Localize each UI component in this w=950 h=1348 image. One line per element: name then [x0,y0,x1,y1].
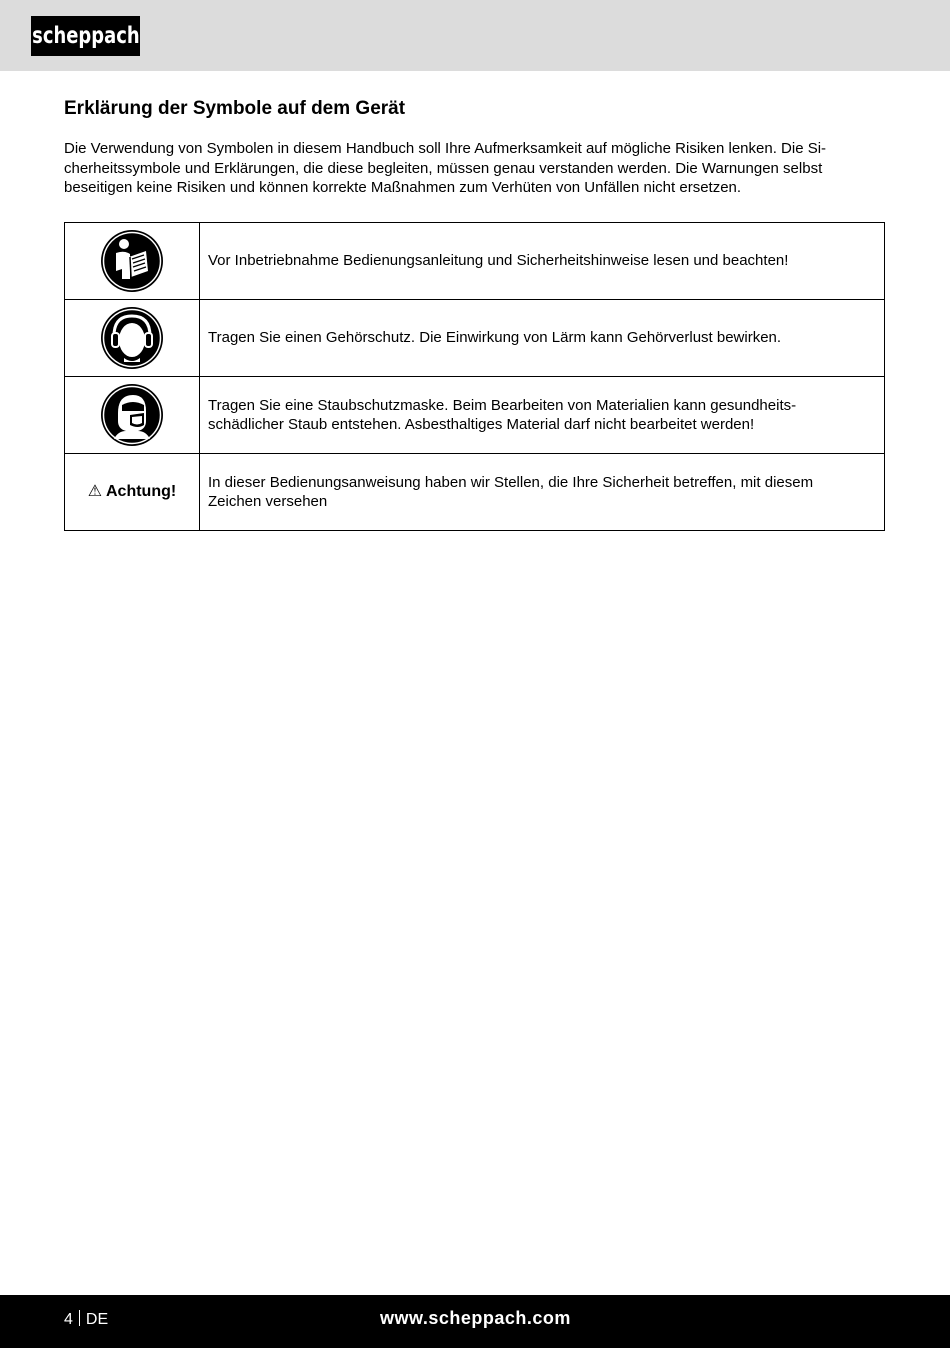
achtung-label: ⚠ Achtung! [87,483,177,501]
section-title: Erklärung der Symbole auf dem Gerät [64,98,406,119]
symbol-cell [65,300,200,377]
table-row [65,300,885,377]
symbol-cell [65,223,200,300]
description-line: In dieser Bedienungsanweisung haben wir Stellen, die Ihre Sicherheit betreffen, mit diesem [208,473,814,491]
description-line: Vor Inbetriebnahme Bedienungsanleitung und Sicherheitshinweise lesen und beachten! [208,252,789,270]
language-code: DE [85,1311,109,1328]
description-line: Zeichen versehen [208,493,328,510]
intro-line: beseitigen keine Risiken und können korrekte Maßnahmen zum Verhüten von Unfällen nicht ersetzen. [64,179,742,196]
dust-mask-icon [100,383,164,447]
intro-line: Die Verwendung von Symbolen in diesem Handbuch soll Ihre Aufmerksamkeit auf mögliche Risiken lenken. Die Si- [64,140,827,157]
intro-line: cherheitssymbole und Erklärungen, die diese begleiten, müssen genau verstanden werden. Die Warnungen selbst [64,159,823,177]
separator [79,1310,80,1326]
table-row [65,223,885,300]
page-header [0,0,950,71]
description-line: Tragen Sie eine Staubschutzmaske. Beim Bearbeiten von Materialien kann gesundheits- [208,396,797,414]
description-line: Tragen Sie einen Gehörschutz. Die Einwirkung von Lärm kann Gehörverlust bewirken. [208,329,782,347]
page-footer [0,1295,950,1348]
table-row [65,454,885,531]
symbol-description [200,454,885,531]
symbol-description [200,300,885,377]
page-number: 4 [64,1311,73,1328]
symbol-description [200,377,885,454]
symbols-table [64,222,885,531]
table-row [65,377,885,454]
logo-text: scheppach [31,23,140,49]
website-url[interactable]: www.scheppach.com [380,1308,571,1328]
description-line: schädlicher Staub entstehen. Asbesthaltiges Material darf nicht bearbeitet werden! [208,416,755,433]
symbol-description [200,223,885,300]
scheppach-logo [31,16,140,56]
ear-protection-icon [100,306,164,370]
read-manual-icon [100,229,164,293]
symbol-cell [65,377,200,454]
symbol-cell [65,454,200,531]
page-number-block [64,1310,108,1329]
intro-paragraph [64,139,886,198]
